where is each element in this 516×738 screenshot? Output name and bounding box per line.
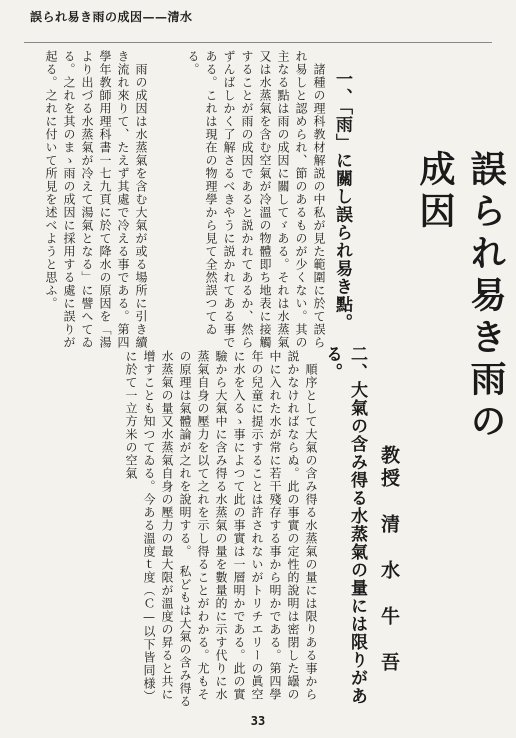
- section-1-body-continued: 雨の成因は水蒸氣を含む大氣が或る場所に引き續き流れ來りて、たえず其處で冷える事である。第四學年教師用理科書一七九頁に於て降水の原因を「湯より出づる水蒸氣が冷えて湯氣となる」に譬へてゐる。之れを其のまゝ雨の成因に採用する處に誤りが起る。之れに付いて所見を述べようと思ふ。: [44, 50, 148, 349]
- section-1-body: 諸種の理科教材解説の中私が見た範圍に於て誤られ易しと認められ、節のあるものが少くない。其の主なる點は雨の成因に關してゞある。それは水蒸氣又は水蒸氣を含む空氣が冷溫の物體即ち地表に接觸することが雨の成因であると説かれてあるか、然らずんばしかく了解さるべきやうに説かれてある事である。これは現在の物理學から見て全然誤つてゐる。: [186, 50, 326, 349]
- page-number: 33: [250, 714, 266, 728]
- section-2-body: 順序として大氣の含み得る水蒸氣の量には限りある事から説かなければならぬ。此の事實の定性的說明は密閉した罎の中に入れた水が常に若干殘存する事から明かである。第四學年の兒童に提示することは許されないがトリチエリーの眞空に水を入るゝ事によつて此の事實は一層明かである。此の實驗から大氣中に含み得る水蒸氣の量を數量的に示す代りに水蒸氣自身の壓力を以て之れを示し得ることがわかる。尤もその原理は氣體論が之れを說明する。 私どもは大氣の含み得る水蒸氣の量又水蒸氣自身の壓力の最大限が溫度の昇ると共に增すことも知つてゐる。今ある溫度ｔ度（Ｃ—以下皆同様）に於て一立方米の空氣: [124, 350, 318, 708]
- section-1-heading: 一、「雨」に關し誤られ易き點。: [332, 70, 352, 332]
- header-divider: [24, 42, 492, 43]
- author-line: 教授 清 水 牛 吾: [378, 445, 400, 675]
- running-head: 誤られ易き雨の成因——清水: [30, 10, 193, 24]
- section-2-heading: 二、大氣の含み得る水蒸氣の量には限りがある。: [322, 345, 367, 705]
- article-title: 誤られ易き雨の成因: [414, 150, 507, 444]
